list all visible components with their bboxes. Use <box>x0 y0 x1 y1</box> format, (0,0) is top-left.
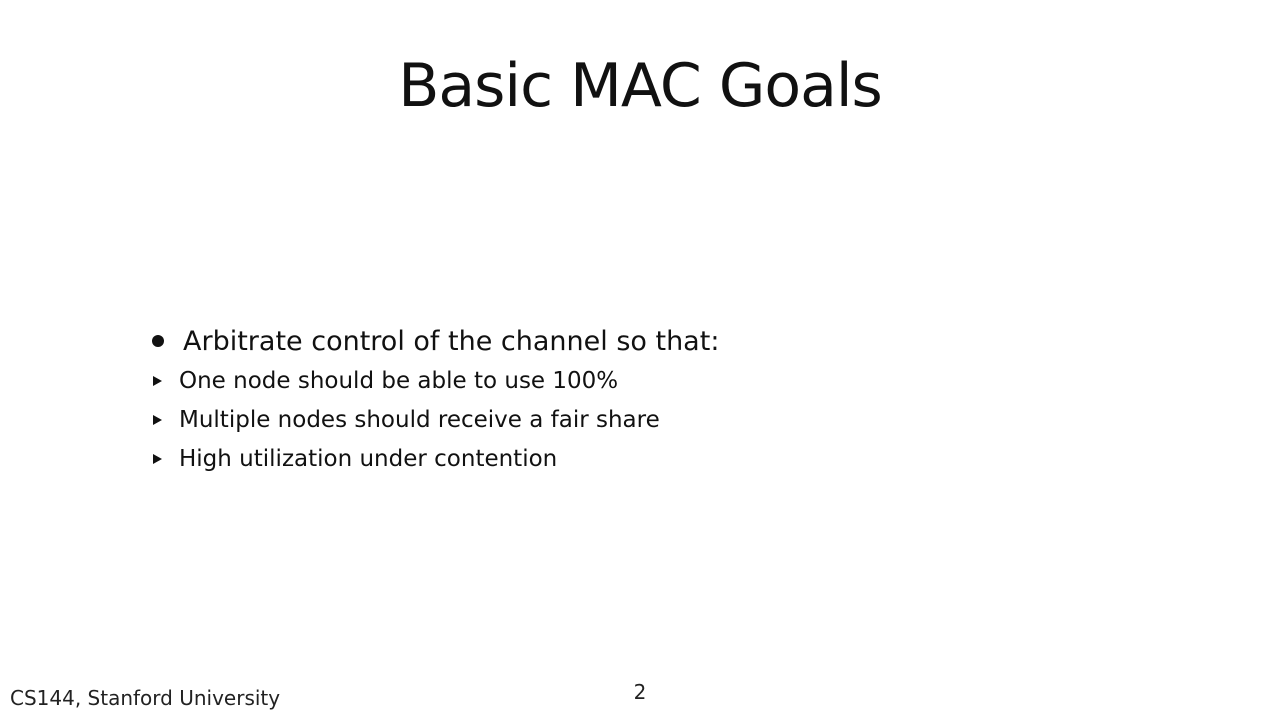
bullet-text: Arbitrate control of the channel so that: <box>183 326 720 357</box>
bullet-dot-icon <box>152 335 164 347</box>
sub-bullet-item <box>153 401 1150 440</box>
triangle-arrow-icon <box>153 454 162 464</box>
page-number: 2 <box>633 680 647 704</box>
bullet-list <box>150 322 1150 479</box>
triangle-arrow-icon <box>153 415 162 425</box>
sub-bullet-text: Multiple nodes should receive a fair share <box>179 407 660 433</box>
sub-bullet-item <box>153 362 1150 401</box>
sub-bullet-text: One node should be able to use 100% <box>179 368 619 394</box>
sub-bullet-list <box>153 362 1150 479</box>
footer-course: CS144, Stanford University <box>10 686 281 710</box>
slide-title: Basic MAC Goals <box>398 51 882 121</box>
sub-bullet-text: High utilization under contention <box>179 446 558 472</box>
triangle-arrow-icon <box>153 376 162 386</box>
sub-bullet-item <box>153 440 1150 479</box>
bullet-item <box>150 322 1150 362</box>
